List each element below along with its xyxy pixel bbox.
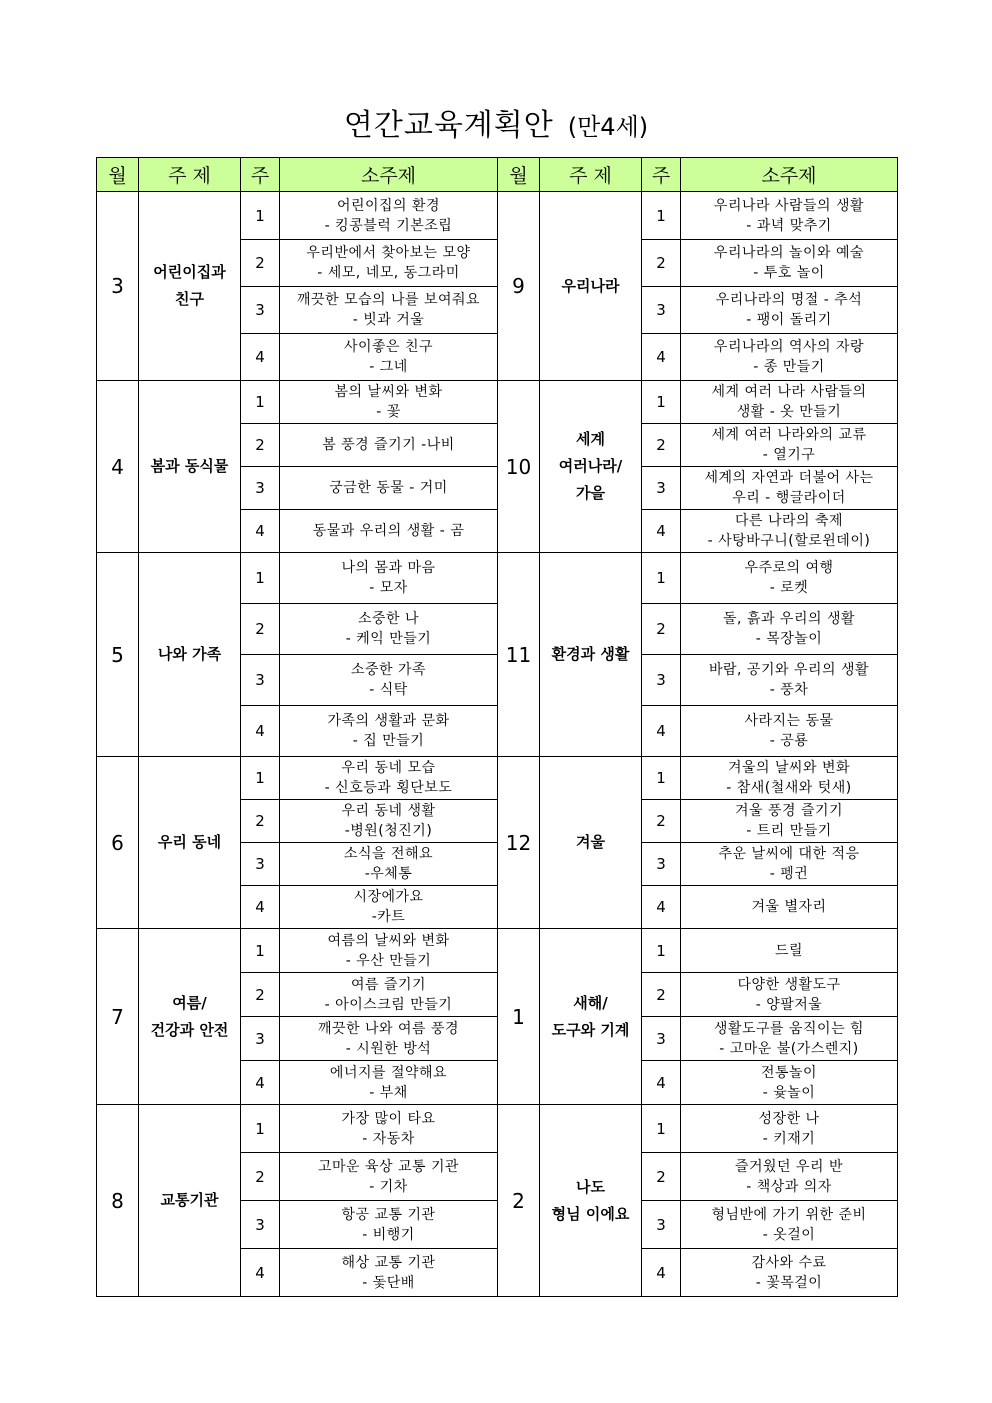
subtheme-line: 겨울 별자리 (751, 899, 827, 915)
subtheme-line: 겨울 풍경 즐기기 (734, 803, 844, 819)
week-cell: 1 (642, 757, 681, 800)
subtheme-cell (681, 1249, 898, 1297)
week-cell: 1 (642, 381, 681, 424)
subtheme-line: - 트리 만들기 (746, 823, 832, 839)
week-cell: 3 (642, 1201, 681, 1249)
subtheme-line: - 세모, 네모, 동그라미 (317, 265, 460, 281)
header-subtheme: 소주제 (681, 158, 898, 192)
month-cell: 4 (97, 381, 139, 553)
subtheme-line: 우리반에서 찾아보는 모양 (306, 245, 471, 261)
theme-cell (540, 1105, 642, 1297)
table-body (97, 192, 898, 1297)
subtheme-cell (681, 929, 898, 973)
theme-line: 겨울 (576, 833, 605, 851)
subtheme-line: 생활도구를 움직이는 힘 (713, 1020, 865, 1037)
subtheme-cell (681, 757, 898, 800)
header-month: 월 (498, 158, 540, 192)
theme-line: 도구와 기계 (551, 1020, 630, 1039)
subtheme-cell (280, 757, 498, 800)
subtheme-cell (681, 192, 898, 240)
subtheme-line: - 기차 (369, 1178, 408, 1195)
subtheme-line: 드릴 (774, 942, 804, 959)
week-cell: 4 (241, 510, 280, 553)
subtheme-line: 우리 동네 모습 (341, 760, 436, 776)
subtheme-line: - 팽이 돌리기 (746, 312, 832, 328)
subtheme-cell (280, 334, 498, 381)
subtheme-line: 추운 날씨에 대한 적응 (718, 846, 860, 862)
subtheme-line: - 키재기 (762, 1130, 816, 1147)
subtheme-cell (681, 334, 898, 381)
subtheme-cell (280, 510, 498, 553)
week-cell: 4 (241, 334, 280, 381)
subtheme-cell (681, 1105, 898, 1153)
title-main: 연간교육계획안 (343, 108, 554, 143)
subtheme-cell (280, 604, 498, 655)
month-cell: 9 (498, 192, 540, 381)
subtheme-line: - 돛단배 (362, 1274, 415, 1291)
subtheme-line: - 부채 (369, 1084, 408, 1101)
week-cell: 1 (642, 192, 681, 240)
header-row (97, 158, 898, 192)
subtheme-cell (280, 553, 498, 604)
subtheme-line: 봄 풍경 즐기기 -나비 (322, 437, 455, 453)
subtheme-line: - 시원한 방석 (345, 1040, 432, 1057)
week-cell: 4 (241, 1061, 280, 1105)
page-title (0, 100, 992, 144)
month-cell: 8 (97, 1105, 139, 1297)
subtheme-cell (681, 240, 898, 287)
subtheme-line: 즐거웠던 우리 반 (734, 1158, 844, 1175)
week-cell: 1 (642, 553, 681, 604)
theme-cell (540, 381, 642, 553)
week-cell: 4 (642, 1061, 681, 1105)
subtheme-cell (280, 655, 498, 706)
theme-line: 나도 (576, 1177, 605, 1196)
subtheme-line: 우리나라 사람들의 생활 (713, 197, 865, 214)
subtheme-line: 소식을 전해요 (343, 846, 434, 862)
month-cell: 3 (97, 192, 139, 381)
subtheme-cell (681, 553, 898, 604)
subtheme-line: - 목장놀이 (755, 631, 823, 647)
week-cell: 2 (241, 240, 280, 287)
table-row (97, 192, 898, 240)
subtheme-line: 우리 동네 생활 (341, 803, 436, 819)
subtheme-line: 가족의 생활과 문화 (327, 713, 450, 729)
theme-line: 여러나라/ (558, 457, 623, 475)
week-cell: 2 (241, 973, 280, 1017)
week-cell: 2 (642, 604, 681, 655)
subtheme-line: 사라지는 동물 (744, 713, 834, 729)
theme-cell (540, 553, 642, 757)
week-cell: 4 (642, 334, 681, 381)
subtheme-cell (280, 1061, 498, 1105)
subtheme-line: 사이좋은 친구 (343, 339, 434, 355)
month-cell: 7 (97, 929, 139, 1105)
subtheme-line: - 공룡 (769, 733, 809, 749)
week-cell: 3 (642, 467, 681, 510)
week-cell: 1 (241, 192, 280, 240)
month-cell: 1 (498, 929, 540, 1105)
week-cell: 3 (642, 843, 681, 886)
subtheme-cell (280, 843, 498, 886)
subtheme-line: 궁금한 동물 - 거미 (329, 480, 448, 496)
subtheme-line: 여름의 날씨와 변화 (327, 932, 450, 949)
subtheme-line: 전통놀이 (760, 1064, 818, 1081)
subtheme-line: - 양팔저울 (755, 996, 823, 1013)
subtheme-line: 깨끗한 나와 여름 풍경 (317, 1020, 460, 1037)
subtheme-line: - 사탕바구니(할로윈데이) (707, 533, 871, 549)
subtheme-cell (681, 800, 898, 843)
subtheme-line: - 투호 놀이 (753, 265, 825, 281)
subtheme-line: 다양한 생활도구 (737, 976, 841, 993)
header-subtheme: 소주제 (280, 158, 498, 192)
subtheme-cell (280, 1201, 498, 1249)
subtheme-line: 바람, 공기와 우리의 생활 (708, 662, 870, 678)
subtheme-cell (681, 1153, 898, 1201)
theme-cell (139, 192, 241, 381)
subtheme-line: - 참새(철새와 텃새) (726, 780, 852, 796)
header-week: 주 (642, 158, 681, 192)
subtheme-cell (681, 1201, 898, 1249)
subtheme-line: - 펭귄 (769, 866, 809, 882)
theme-cell (139, 929, 241, 1105)
week-cell: 1 (241, 757, 280, 800)
subtheme-line: 소중한 가족 (350, 662, 427, 678)
week-cell: 4 (642, 886, 681, 929)
subtheme-line: - 킹콩블럭 기본조립 (324, 217, 453, 234)
subtheme-line: 다른 나라의 축제 (734, 513, 844, 529)
week-cell: 2 (642, 973, 681, 1017)
header-theme: 주 제 (540, 158, 642, 192)
subtheme-cell (681, 381, 898, 424)
week-cell: 4 (642, 706, 681, 757)
theme-line: 우리 동네 (157, 833, 222, 851)
table-row (97, 553, 898, 604)
theme-line: 가을 (576, 484, 605, 502)
subtheme-cell (681, 287, 898, 334)
theme-line: 나와 가족 (157, 645, 222, 663)
week-cell: 2 (642, 800, 681, 843)
week-cell: 3 (241, 287, 280, 334)
subtheme-line: 성장한 나 (758, 1110, 820, 1127)
week-cell: 3 (642, 1017, 681, 1061)
subtheme-line: 우리 - 행글라이더 (732, 490, 846, 506)
subtheme-line: - 고마운 불(가스렌지) (719, 1040, 859, 1057)
week-cell: 4 (241, 1249, 280, 1297)
month-cell: 11 (498, 553, 540, 757)
subtheme-cell (280, 467, 498, 510)
theme-cell (540, 929, 642, 1105)
subtheme-cell (280, 929, 498, 973)
subtheme-line: 깨끗한 모습의 나를 보여줘요 (296, 292, 481, 308)
subtheme-line: - 비행기 (362, 1226, 415, 1243)
theme-line: 여름/ (172, 993, 207, 1012)
week-cell: 1 (241, 1105, 280, 1153)
month-cell: 12 (498, 757, 540, 929)
week-cell: 4 (642, 1249, 681, 1297)
theme-cell (540, 192, 642, 381)
subtheme-cell (681, 655, 898, 706)
subtheme-line: - 신호등과 횡단보도 (324, 780, 453, 796)
subtheme-line: 에너지를 절약해요 (329, 1064, 448, 1081)
month-cell: 10 (498, 381, 540, 553)
subtheme-line: 겨울의 날씨와 변화 (727, 760, 851, 776)
subtheme-cell (280, 192, 498, 240)
header-week: 주 (241, 158, 280, 192)
theme-cell (139, 381, 241, 553)
table-row (97, 1105, 898, 1153)
theme-line: 봄과 동식물 (150, 457, 229, 475)
theme-line: 친구 (175, 290, 204, 308)
subtheme-line: 우리나라의 놀이와 예술 (713, 245, 865, 261)
subtheme-cell (280, 381, 498, 424)
week-cell: 2 (241, 424, 280, 467)
subtheme-cell (681, 604, 898, 655)
week-cell: 1 (241, 929, 280, 973)
subtheme-line: 형님반에 가기 위한 준비 (711, 1206, 867, 1223)
subtheme-line: - 책상과 의자 (746, 1178, 832, 1195)
annual-plan-table (96, 157, 898, 1297)
header-month: 월 (97, 158, 139, 192)
subtheme-cell (280, 973, 498, 1017)
week-cell: 3 (241, 467, 280, 510)
subtheme-line: - 과녁 맞추기 (746, 217, 832, 234)
title-sub: (만4세) (567, 113, 649, 141)
subtheme-cell (280, 424, 498, 467)
week-cell: 2 (642, 424, 681, 467)
subtheme-line: 세계 여러 나라 사람들의 (711, 384, 867, 400)
subtheme-line: - 윷놀이 (762, 1084, 816, 1101)
subtheme-line: -병원(청진기) (344, 823, 433, 839)
subtheme-line: 여름 즐기기 (350, 976, 427, 993)
subtheme-cell (280, 287, 498, 334)
theme-line: 세계 (576, 430, 605, 448)
subtheme-line: 감사와 수료 (751, 1254, 827, 1271)
subtheme-cell (280, 240, 498, 287)
subtheme-line: - 자동차 (362, 1130, 415, 1147)
subtheme-line: 우리나라의 명절 - 추석 (715, 292, 863, 308)
subtheme-line: 해상 교통 기관 (341, 1254, 436, 1271)
subtheme-line: 생활 - 옷 만들기 (736, 404, 842, 420)
subtheme-line: 봄의 날씨와 변화 (334, 384, 443, 400)
week-cell: 3 (241, 1017, 280, 1061)
week-cell: 4 (642, 510, 681, 553)
subtheme-cell (681, 706, 898, 757)
subtheme-line: 시장에가요 (353, 889, 424, 905)
subtheme-cell (681, 886, 898, 929)
week-cell: 2 (642, 240, 681, 287)
subtheme-cell (681, 510, 898, 553)
subtheme-cell (681, 973, 898, 1017)
week-cell: 3 (241, 843, 280, 886)
subtheme-line: - 우산 만들기 (345, 952, 432, 969)
theme-line: 새해/ (573, 993, 608, 1012)
week-cell: 3 (241, 1201, 280, 1249)
theme-line: 환경과 생활 (551, 645, 630, 663)
subtheme-line: - 그네 (369, 359, 408, 375)
subtheme-line: - 꽃 (376, 404, 401, 420)
week-cell: 4 (241, 886, 280, 929)
subtheme-line: 동물과 우리의 생활 - 곰 (312, 523, 465, 539)
subtheme-line: - 식탁 (369, 682, 408, 698)
theme-cell (139, 757, 241, 929)
subtheme-line: - 모자 (369, 580, 408, 596)
theme-line: 형님 이에요 (551, 1204, 630, 1223)
week-cell: 3 (642, 655, 681, 706)
subtheme-cell (681, 1017, 898, 1061)
subtheme-line: 세계 여러 나라와의 교류 (711, 427, 867, 443)
table-row (97, 929, 898, 973)
subtheme-line: -우체통 (364, 866, 413, 882)
subtheme-line: - 로켓 (769, 580, 809, 596)
table-row (97, 381, 898, 424)
subtheme-line: 우리나라의 역사의 자랑 (713, 339, 865, 355)
theme-cell (139, 553, 241, 757)
subtheme-line: 세계의 자연과 더불어 사는 (704, 470, 874, 486)
subtheme-line: 소중한 나 (357, 611, 420, 627)
week-cell: 1 (241, 381, 280, 424)
subtheme-line: - 종 만들기 (753, 359, 825, 375)
subtheme-line: 가장 많이 타요 (341, 1110, 436, 1127)
subtheme-cell (280, 1249, 498, 1297)
subtheme-cell (280, 886, 498, 929)
header-theme: 주 제 (139, 158, 241, 192)
month-cell: 6 (97, 757, 139, 929)
week-cell: 2 (241, 800, 280, 843)
table-row (97, 757, 898, 800)
subtheme-line: 우주로의 여행 (744, 560, 834, 576)
subtheme-line: - 집 만들기 (352, 733, 425, 749)
subtheme-line: - 빗과 거울 (352, 312, 425, 328)
theme-line: 교통기관 (160, 1191, 219, 1209)
subtheme-line: - 아이스크림 만들기 (324, 996, 453, 1013)
subtheme-cell (280, 800, 498, 843)
subtheme-cell (681, 424, 898, 467)
week-cell: 1 (241, 553, 280, 604)
week-cell: 2 (642, 1153, 681, 1201)
week-cell: 3 (642, 287, 681, 334)
subtheme-line: - 옷걸이 (762, 1226, 816, 1243)
subtheme-line: 어린이집의 환경 (336, 197, 441, 214)
subtheme-cell (681, 1061, 898, 1105)
theme-line: 어린이집과 (153, 263, 226, 281)
week-cell: 2 (241, 604, 280, 655)
subtheme-line: 나의 몸과 마음 (341, 560, 436, 576)
subtheme-cell (280, 1017, 498, 1061)
subtheme-line: - 풍차 (769, 682, 809, 698)
subtheme-cell (681, 843, 898, 886)
theme-cell (139, 1105, 241, 1297)
week-cell: 4 (241, 706, 280, 757)
subtheme-line: 항공 교통 기관 (341, 1206, 436, 1223)
subtheme-cell (280, 1153, 498, 1201)
subtheme-line: -카트 (371, 909, 406, 925)
subtheme-line: - 꽃목걸이 (755, 1274, 823, 1291)
subtheme-cell (681, 467, 898, 510)
subtheme-cell (280, 1105, 498, 1153)
subtheme-line: - 케익 만들기 (345, 631, 432, 647)
theme-line: 건강과 안전 (150, 1020, 229, 1039)
theme-line: 우리나라 (561, 276, 620, 295)
week-cell: 3 (241, 655, 280, 706)
month-cell: 2 (498, 1105, 540, 1297)
subtheme-line: 돌, 흙과 우리의 생활 (723, 611, 855, 627)
month-cell: 5 (97, 553, 139, 757)
theme-cell (540, 757, 642, 929)
subtheme-line: - 열기구 (762, 447, 816, 463)
week-cell: 2 (241, 1153, 280, 1201)
week-cell: 1 (642, 929, 681, 973)
week-cell: 1 (642, 1105, 681, 1153)
subtheme-cell (280, 706, 498, 757)
subtheme-line: 고마운 육상 교통 기관 (317, 1158, 460, 1175)
